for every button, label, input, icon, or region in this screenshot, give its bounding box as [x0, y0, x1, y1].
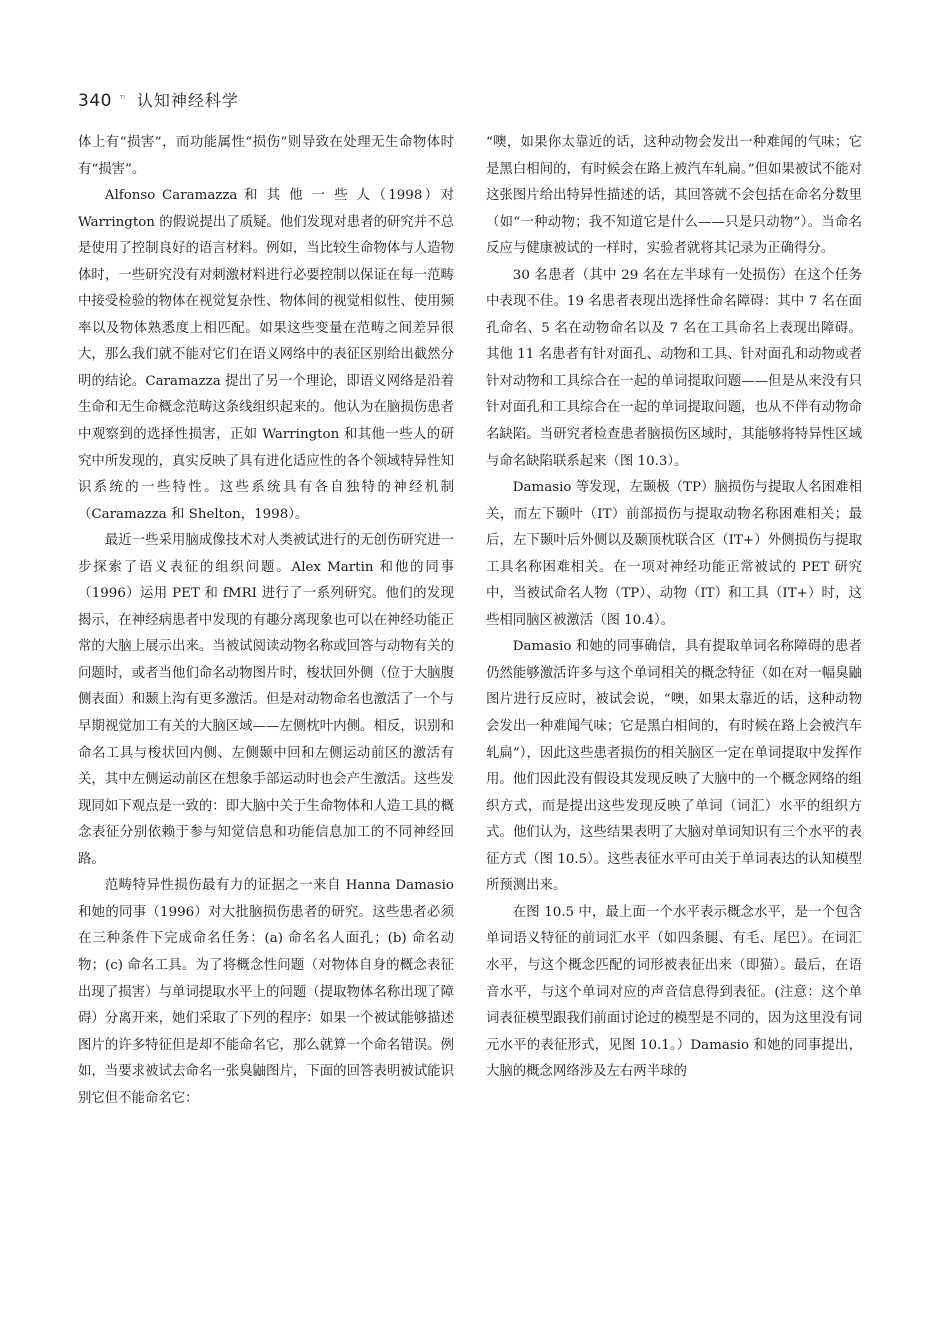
right-column: [486, 130, 862, 1086]
paragraph: 范畴特异性损伤最有力的证据之一来自 Hanna Damasio 和她的同事（1996）对大批脑损伤患者的研究。这些患者必须在三种条件下完成命名任务：(a) 命名名人面孔；(b) 命名动物；(c) 命名工具。为了将概念性问题（对物体自身的概念表征出现了损害）与单词提取水平上的问题（提取物体名称出现了障碍）分离开来，她们采取了下列的程序：如果一个被试能够描述图片的许多特征但是却不能命名它，那么就算一个命名错误。例如，当要求被试去命名一张臭鼬图片，下面的回答表明被试能识别它但不能命名它：: [78, 878, 454, 1106]
left-column: [78, 130, 454, 1112]
book-title: 认知神经科学: [136, 91, 239, 110]
page-number: 340: [78, 91, 112, 111]
paragraph: Alfonso Caramazza 和 其 他 一 些 人（1998）对 Warrington 的假说提出了质疑。他们发现对患者的研究并不总是使用了控制良好的语言材料。例如，当比较生命物体与人造物体时，一些研究没有对刺激材料进行必要控制以保证在每一范畴中接受检验的物体在视觉复杂性、物体间的视觉相似性、使用频率以及物体熟悉度上相匹配。如果这些变量在范畴之间差异很大，那么我们就不能对它们在语义网络中的表征区别给出截然分明的结论。Caramazza 提出了另一个理论，即语义网络是沿着生命和无生命概念范畴这条线组织起来的。他认为在脑损伤患者中观察到的选择性损害，正如 Warrington 和其他一些人的研究中所发现的，真实反映了具有进化适应性的各个领域特异性知识系统的一些特性。这些系统具有各自独特的神经机制（Caramazza 和 Shelton，1998）。: [78, 188, 454, 522]
paragraph: 30 名患者（其中 29 名在左半球有一处损伤）在这个任务中表现不佳。19 名患者表现出选择性命名障碍：其中 7 名在面孔命名、5 名在动物命名以及 7 名在工具命名上表现出障碍。其他 11 名患者有针对面孔、动物和工具、针对面孔和动物或者针对动物和工具综合在一起的单词提取问题——但是从来没有只针对面孔和工具综合在一起的单词提取问题，也从不伴有动物命名缺陷。当研究者检查患者脑损伤区域时，其能够将特异性区域与命名缺陷联系起来（图 10.3）。: [486, 267, 862, 469]
paragraph: 在图 10.5 中，最上面一个水平表示概念水平，是一个包含单词语义特征的前词汇水平（如四条腿、有毛、尾巴）。在词汇水平，与这个概念匹配的词形被表征出来（即猫）。最后，在语音水平，与这个单词对应的声音信息得到表征。(注意：这个单词表征模型跟我们前面讨论过的模型是不同的，因为这里没有词元水平的表征形式，见图 10.1。）Damasio 和她的同事提出，大脑的概念网络涉及左右两半球的: [486, 904, 862, 1080]
paragraph: Damasio 等发现，左颞极（TP）脑损伤与提取人名困难相关，而左下颞叶（IT）前部损伤与提取动物名称困难相关；最后，左下颞叶后外侧以及颞顶枕联合区（IT+）外侧损伤与提取工具名称困难相关。在一项对神经功能正常被试的 PET 研究中，当被试命名人物（TP）、动物（IT）和工具（IT+）时，这些相同脑区被激活（图 10.4）。: [486, 480, 862, 628]
header-separator-mark: ᵀˡ: [119, 95, 125, 105]
page-header: [78, 88, 239, 112]
paragraph: 最近一些采用脑成像技术对人类被试进行的无创伤研究进一步探索了语义表征的组织问题。Alex Martin 和他的同事（1996）运用 PET 和 fMRI 进行了一系列研究。他们的发现揭示，在神经病患者中发现的有趣分离现象也可以在神经功能正常的大脑上展示出来。当被试阅读动物名称或回答与动物有关的问题时，或者当他们命名动物图片时，梭状回外侧（位于大脑腹侧表面）和颞上沟有更多激活。但是对动物命名也激活了一个与早期视觉加工有关的大脑区域——左侧枕叶内侧。相反，识别和命名工具与梭状回内侧、左侧颞中回和左侧运动前区的激活有关，其中左侧运动前区在想象手部运动时也会产生激活。这些发现同如下观点是一致的：即大脑中关于生命物体和人造工具的概念表征分别依赖于参与知觉信息和功能信息加工的不同神经回路。: [78, 533, 454, 867]
paragraph: “噢，如果你太靠近的话，这种动物会发出一种难闻的气味；它是黑白相间的，有时候会在路上被汽车轧扁。”但如果被试不能对这张图片给出特异性描述的话，其回答就不会包括在命名分数里（如“一种动物；我不知道它是什么——只是只动物”）。当命名反应与健康被试的一样时，实验者就将其记录为正确得分。: [486, 135, 862, 257]
paragraph: Damasio 和她的同事确信，具有提取单词名称障碍的患者仍然能够激活许多与这个单词相关的概念特征（如在对一幅臭鼬图片进行反应时，被试会说，“噢，如果太靠近的话，这种动物会发出一种难闻气味；它是黑白相间的，有时候在路上会被汽车轧扁”），因此这些患者损伤的相关脑区一定在单词提取中发挥作用。他们因此没有假设其发现反映了大脑中的一个概念网络的组织方式，而是提出这些发现反映了单词（词汇）水平的组织方式。他们认为，这些结果表明了大脑对单词知识有三个水平的表征方式（图 10.5）。这些表征水平可由关于单词表达的认知模型所预测出来。: [486, 639, 862, 894]
paragraph: 体上有“损害”，而功能属性“损伤”则导致在处理无生命物体时有“损害”。: [78, 135, 454, 177]
